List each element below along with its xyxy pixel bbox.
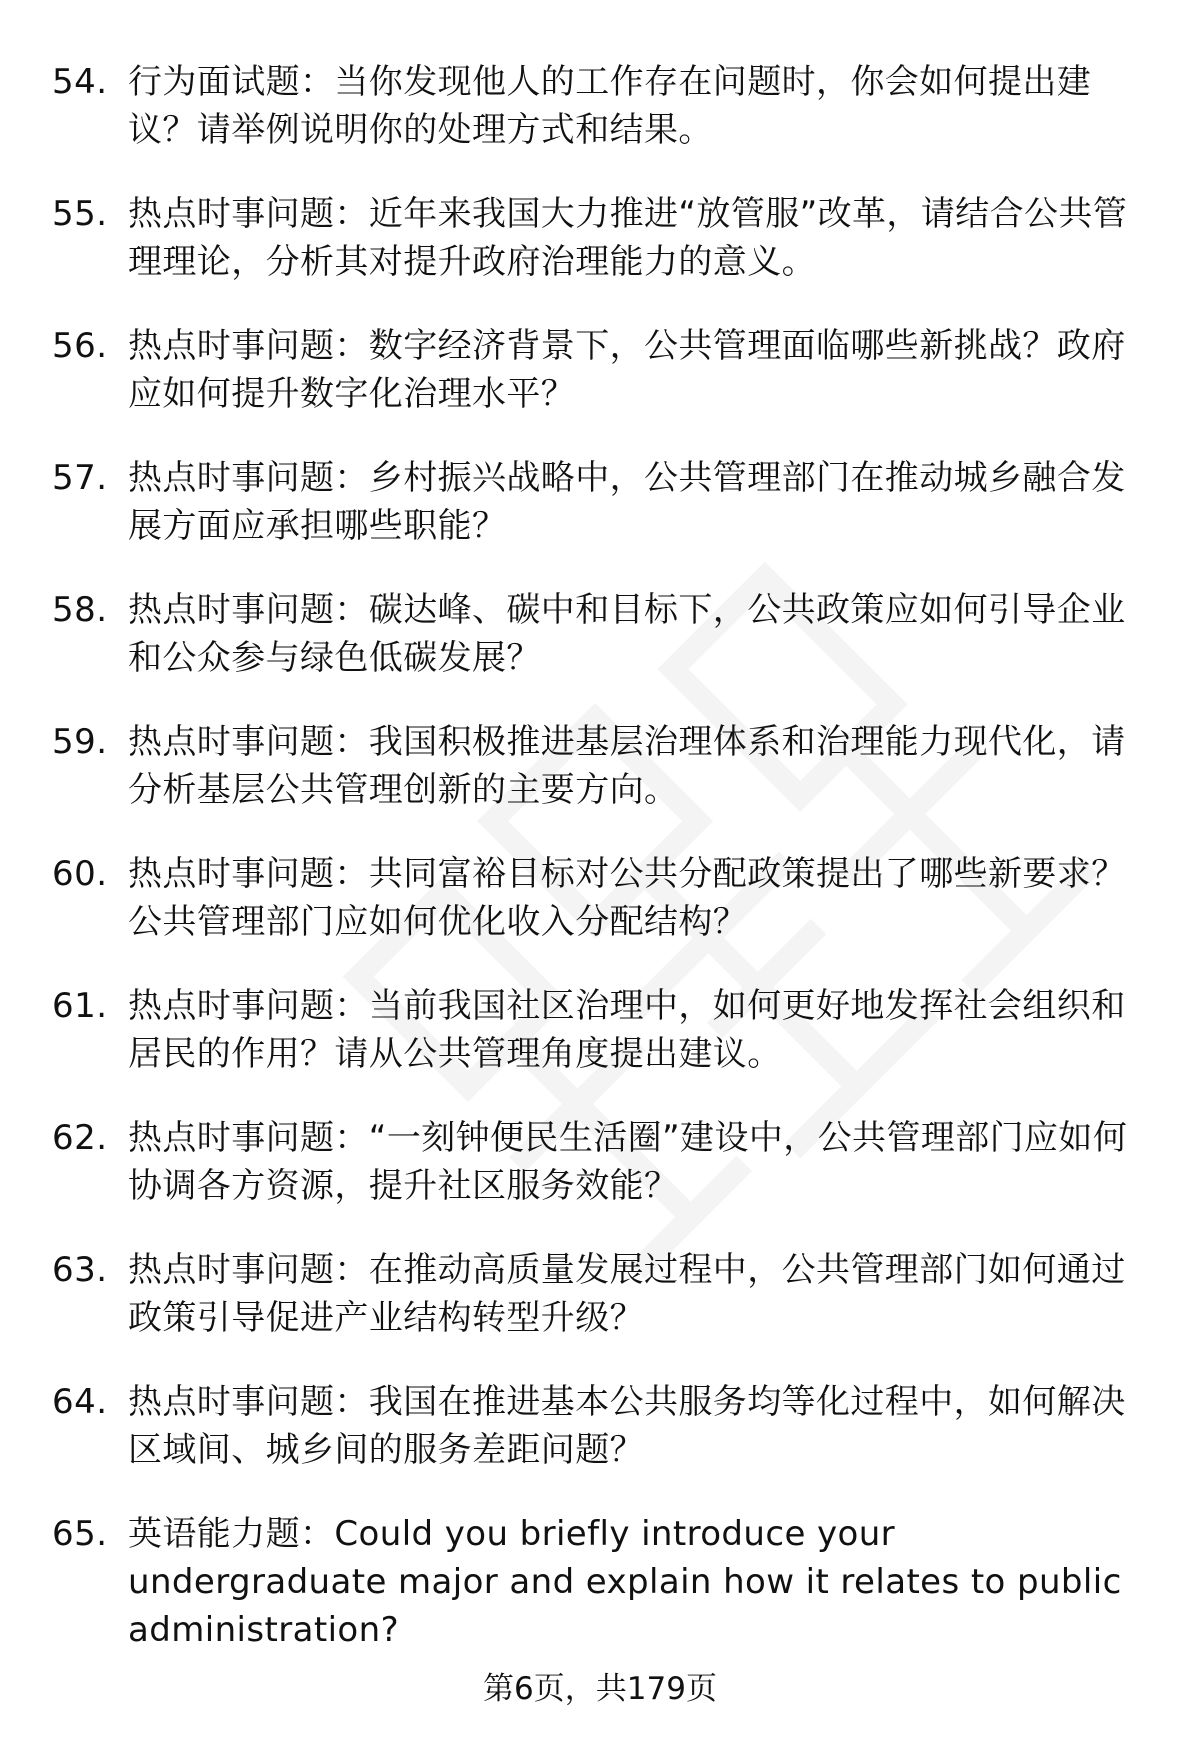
question-text: 热点时事问题：“一刻钟便民生活圈”建设中，公共管理部门应如何协调各方资源，提升社区服务效能？ — [128, 1118, 1128, 1206]
question-number: 62. — [52, 1118, 108, 1158]
question-number: 58. — [52, 590, 108, 630]
question-number: 54. — [52, 62, 108, 102]
question-number: 63. — [52, 1250, 108, 1290]
question-number: 60. — [52, 854, 108, 894]
question-item-65 — [52, 1510, 1142, 1654]
question-text: 热点时事问题：我国在推进基本公共服务均等化过程中，如何解决区域间、城乡间的服务差距问题？ — [128, 1382, 1126, 1470]
question-text: 热点时事问题：我国积极推进基层治理体系和治理能力现代化，请分析基层公共管理创新的主要方向。 — [128, 722, 1126, 810]
question-number: 59. — [52, 722, 108, 762]
question-item-58 — [52, 586, 1142, 682]
question-item-57 — [52, 454, 1142, 550]
question-number: 64. — [52, 1382, 108, 1422]
question-number: 56. — [52, 326, 108, 366]
question-number: 61. — [52, 986, 108, 1026]
question-item-54 — [52, 58, 1142, 154]
question-text: 热点时事问题：数字经济背景下，公共管理面临哪些新挑战？政府应如何提升数字化治理水平？ — [128, 326, 1126, 414]
question-item-62 — [52, 1114, 1142, 1210]
question-text: 热点时事问题：在推动高质量发展过程中，公共管理部门如何通过政策引导促进产业结构转型升级？ — [128, 1250, 1126, 1338]
question-text: 行为面试题：当你发现他人的工作存在问题时，你会如何提出建议？请举例说明你的处理方式和结果。 — [128, 62, 1092, 150]
page-footer: 第6页，共179页 — [483, 1671, 717, 1707]
question-item-64 — [52, 1378, 1142, 1474]
question-item-63 — [52, 1246, 1142, 1342]
question-number: 57. — [52, 458, 108, 498]
question-text: 英语能力题：Could you briefly introduce your undergraduate major and explain how it relates to public administration? — [128, 1514, 1122, 1650]
question-list — [52, 58, 1142, 1690]
question-text: 热点时事问题：乡村振兴战略中，公共管理部门在推动城乡融合发展方面应承担哪些职能？ — [128, 458, 1126, 546]
question-item-59 — [52, 718, 1142, 814]
question-text: 热点时事问题：碳达峰、碳中和目标下，公共政策应如何引导企业和公众参与绿色低碳发展？ — [128, 590, 1126, 678]
question-text: 热点时事问题：近年来我国大力推进“放管服”改革，请结合公共管理理论，分析其对提升政府治理能力的意义。 — [128, 194, 1128, 282]
question-item-55 — [52, 190, 1142, 286]
question-item-61 — [52, 982, 1142, 1078]
question-number: 55. — [52, 194, 108, 234]
question-number: 65. — [52, 1514, 108, 1554]
question-text: 热点时事问题：当前我国社区治理中，如何更好地发挥社会组织和居民的作用？请从公共管理角度提出建议。 — [128, 986, 1126, 1074]
question-item-56 — [52, 322, 1142, 418]
question-item-60 — [52, 850, 1142, 946]
question-text: 热点时事问题：共同富裕目标对公共分配政策提出了哪些新要求？公共管理部门应如何优化收入分配结构？ — [128, 854, 1126, 942]
